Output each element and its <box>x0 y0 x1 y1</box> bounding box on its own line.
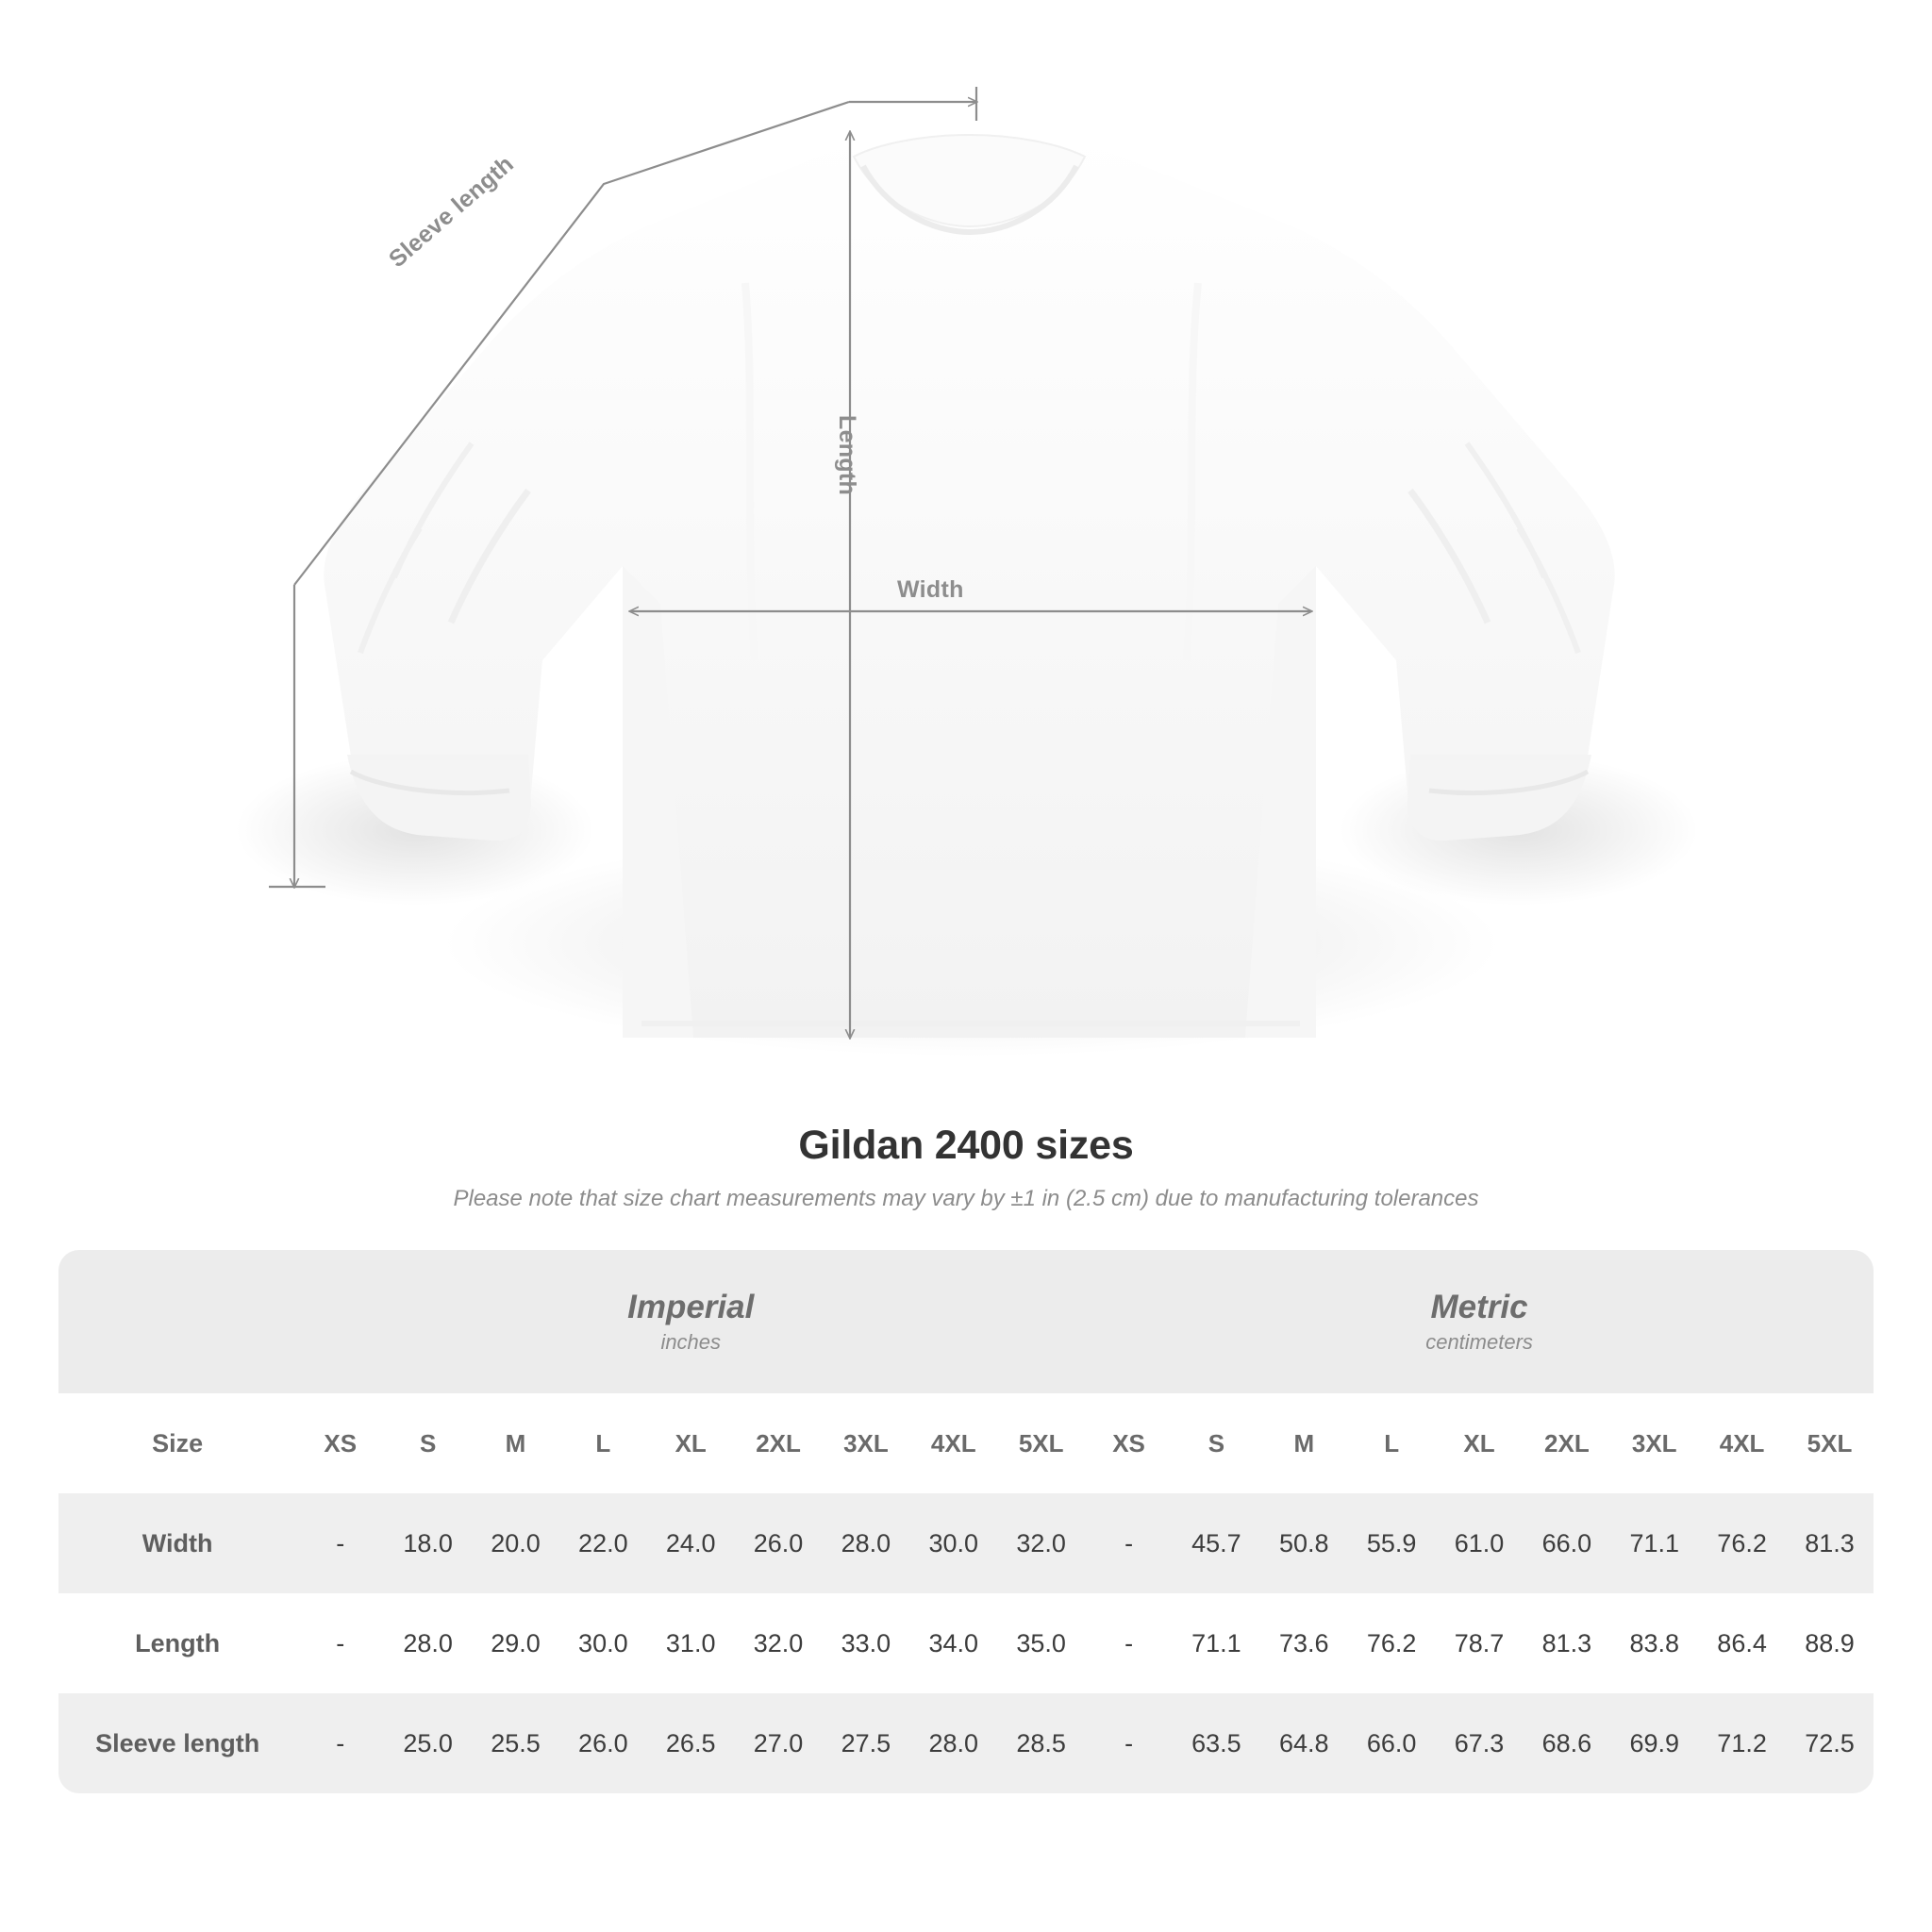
cell: 81.3 <box>1786 1493 1874 1593</box>
cell: 34.0 <box>909 1593 997 1693</box>
unit-header-imperial <box>296 1250 1085 1393</box>
size-header-imperial-3xl: 3XL <box>822 1393 909 1493</box>
cell: 22.0 <box>559 1493 647 1593</box>
unit-name-imperial: Imperial <box>627 1288 755 1325</box>
cell: 55.9 <box>1348 1493 1436 1593</box>
cell: - <box>296 1593 384 1693</box>
size-header-metric-5xl: 5XL <box>1786 1393 1874 1493</box>
cell: 66.0 <box>1523 1493 1610 1593</box>
cell: 26.0 <box>735 1493 823 1593</box>
cell: 76.2 <box>1348 1593 1436 1693</box>
unit-sub-metric: centimeters <box>1425 1330 1533 1355</box>
cell: 72.5 <box>1786 1693 1874 1793</box>
unit-header-row <box>58 1250 1874 1393</box>
cell: 32.0 <box>997 1493 1085 1593</box>
cell: 27.0 <box>735 1693 823 1793</box>
cell: - <box>1085 1593 1173 1693</box>
size-header-metric-4xl: 4XL <box>1698 1393 1786 1493</box>
row-label-length: Length <box>58 1593 296 1693</box>
table-row <box>58 1593 1874 1693</box>
size-header-label: Size <box>58 1393 296 1493</box>
cell: 29.0 <box>472 1593 559 1693</box>
unit-header-spacer <box>58 1250 296 1393</box>
size-table-container <box>58 1250 1874 1793</box>
cell: 66.0 <box>1348 1693 1436 1793</box>
cell: 88.9 <box>1786 1593 1874 1693</box>
size-header-imperial-xl: XL <box>647 1393 735 1493</box>
size-header-imperial-4xl: 4XL <box>909 1393 997 1493</box>
size-header-metric-m: M <box>1260 1393 1348 1493</box>
cell: 20.0 <box>472 1493 559 1593</box>
size-header-metric-l: L <box>1348 1393 1436 1493</box>
size-header-imperial-5xl: 5XL <box>997 1393 1085 1493</box>
cell: 28.0 <box>822 1493 909 1593</box>
cell: 30.0 <box>909 1493 997 1593</box>
row-label-width: Width <box>58 1493 296 1593</box>
table-row <box>58 1493 1874 1593</box>
size-header-imperial-l: L <box>559 1393 647 1493</box>
cell: 68.6 <box>1523 1693 1610 1793</box>
cell: 26.0 <box>559 1693 647 1793</box>
cell: 25.0 <box>384 1693 472 1793</box>
cell: 32.0 <box>735 1593 823 1693</box>
cell: - <box>296 1493 384 1593</box>
cell: - <box>296 1693 384 1793</box>
cell: 25.5 <box>472 1693 559 1793</box>
size-header-row <box>58 1393 1874 1493</box>
cell: 28.5 <box>997 1693 1085 1793</box>
cell: 69.9 <box>1610 1693 1698 1793</box>
size-header-metric-xs: XS <box>1085 1393 1173 1493</box>
cell: 78.7 <box>1436 1593 1524 1693</box>
cell: 45.7 <box>1173 1493 1260 1593</box>
cell: 64.8 <box>1260 1693 1348 1793</box>
cell: 71.1 <box>1610 1493 1698 1593</box>
size-header-imperial-m: M <box>472 1393 559 1493</box>
cell: 24.0 <box>647 1493 735 1593</box>
cell: 76.2 <box>1698 1493 1786 1593</box>
cell: 71.2 <box>1698 1693 1786 1793</box>
table-row <box>58 1693 1874 1793</box>
cell: 63.5 <box>1173 1693 1260 1793</box>
cell: 50.8 <box>1260 1493 1348 1593</box>
cell: 33.0 <box>822 1593 909 1693</box>
length-dimension-label: Length <box>834 415 860 496</box>
cell: - <box>1085 1493 1173 1593</box>
size-header-imperial-s: S <box>384 1393 472 1493</box>
page-title: Gildan 2400 sizes <box>798 1123 1134 1168</box>
size-header-metric-3xl: 3XL <box>1610 1393 1698 1493</box>
tolerance-note: Please note that size chart measurements may vary by ±1 in (2.5 cm) due to manufacturing tolerances <box>453 1186 1479 1211</box>
cell: 31.0 <box>647 1593 735 1693</box>
cell: 18.0 <box>384 1493 472 1593</box>
cell: 81.3 <box>1523 1593 1610 1693</box>
width-dimension-label: Width <box>897 576 964 603</box>
cell: 73.6 <box>1260 1593 1348 1693</box>
size-table <box>58 1250 1874 1793</box>
size-header-imperial-2xl: 2XL <box>735 1393 823 1493</box>
size-header-metric-s: S <box>1173 1393 1260 1493</box>
cell: 67.3 <box>1436 1693 1524 1793</box>
cell: 83.8 <box>1610 1593 1698 1693</box>
cell: 30.0 <box>559 1593 647 1693</box>
cell: 61.0 <box>1436 1493 1524 1593</box>
unit-name-metric: Metric <box>1430 1288 1528 1325</box>
unit-sub-imperial: inches <box>660 1330 722 1355</box>
cell: 28.0 <box>384 1593 472 1693</box>
cell: 35.0 <box>997 1593 1085 1693</box>
cell: 71.1 <box>1173 1593 1260 1693</box>
cell: - <box>1085 1693 1173 1793</box>
title-block <box>0 1123 1932 1212</box>
cell: 27.5 <box>822 1693 909 1793</box>
unit-header-metric <box>1085 1250 1874 1393</box>
row-label-sleeve-length: Sleeve length <box>58 1693 296 1793</box>
cell: 86.4 <box>1698 1593 1786 1693</box>
cell: 28.0 <box>909 1693 997 1793</box>
size-header-imperial-xs: XS <box>296 1393 384 1493</box>
sleeve-length-dimension-label: Sleeve length <box>384 150 519 274</box>
size-header-metric-2xl: 2XL <box>1523 1393 1610 1493</box>
size-header-metric-xl: XL <box>1436 1393 1524 1493</box>
cell: 26.5 <box>647 1693 735 1793</box>
